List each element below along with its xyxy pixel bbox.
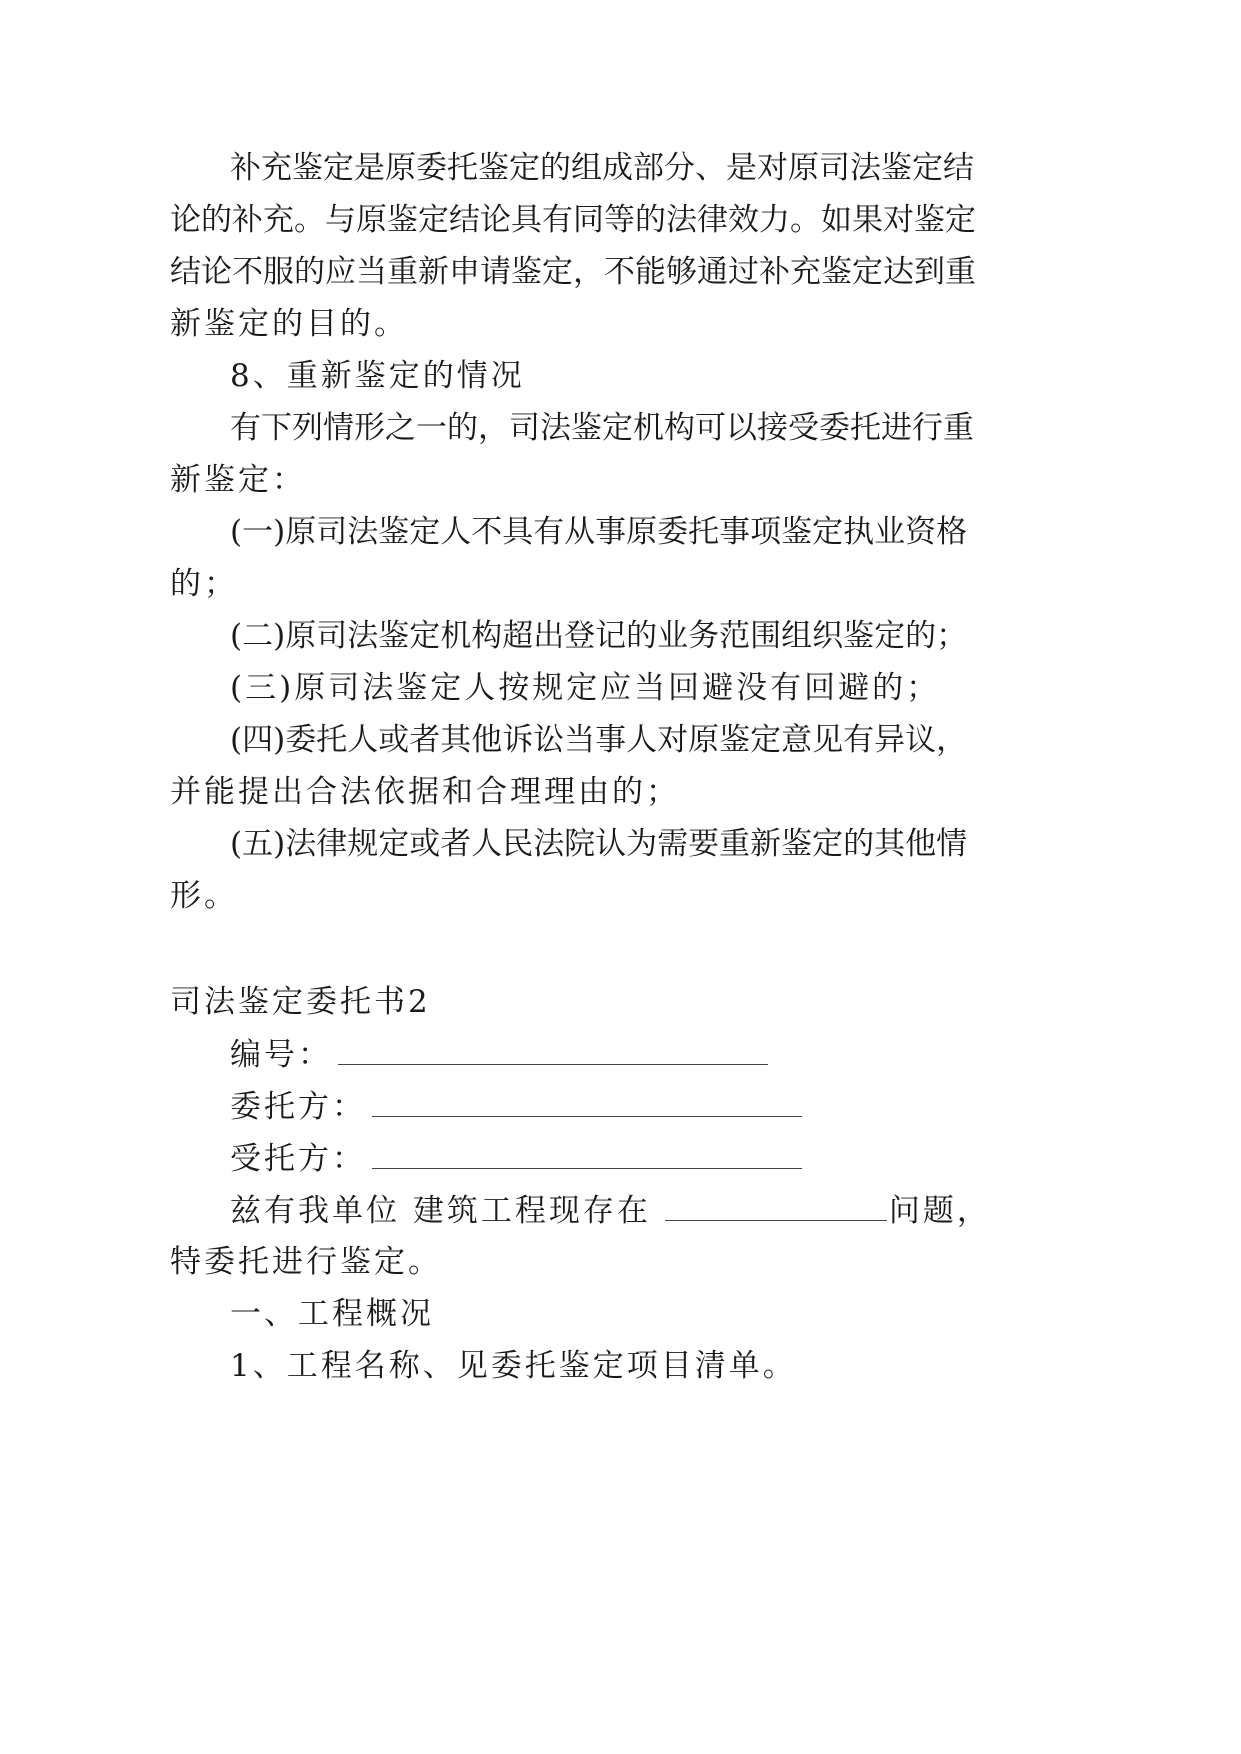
issue-blank [665, 1190, 887, 1221]
section-heading: 8、重新鉴定的情况 [230, 358, 525, 394]
paragraph-line: 有下列情形之一的，司法鉴定机构可以接受委托进行重 [230, 410, 974, 446]
number-label: 编号： [230, 1037, 332, 1073]
issue-prefix: 兹有我单位 建筑工程现存在 [230, 1193, 651, 1229]
client-field-row [230, 1086, 802, 1127]
paragraph-line: 新鉴定的目的。 [170, 306, 408, 342]
list-item: 的； [170, 566, 238, 602]
trustee-label: 受托方： [230, 1141, 366, 1177]
paragraph-line: 1、工程名称、见委托鉴定项目清单。 [230, 1348, 797, 1384]
number-field-row [230, 1034, 768, 1075]
issue-line [230, 1190, 991, 1231]
list-item: 形。 [170, 878, 238, 914]
list-item: (五)法律规定或者人民法院认为需要重新鉴定的其他情 [230, 826, 968, 862]
trustee-field-row [230, 1138, 802, 1179]
client-label: 委托方： [230, 1089, 366, 1125]
list-item: 并能提出合法依据和合理理由的； [170, 774, 680, 810]
issue-suffix: 问题， [888, 1193, 991, 1229]
section-heading: 一、工程概况 [230, 1296, 434, 1332]
document-title: 司法鉴定委托书2 [170, 984, 431, 1020]
paragraph-line: 特委托进行鉴定。 [170, 1244, 442, 1280]
paragraph-line: 补充鉴定是原委托鉴定的组成部分、是对原司法鉴定结 [230, 150, 974, 186]
list-item: (三)原司法鉴定人按规定应当回避没有回避的； [230, 670, 941, 706]
paragraph-line: 论的补充。与原鉴定结论具有同等的法律效力。如果对鉴定 [170, 202, 976, 238]
trustee-blank [372, 1138, 802, 1169]
list-item: (四)委托人或者其他诉讼当事人对原鉴定意见有异议， [230, 722, 968, 758]
paragraph-line: 结论不服的应当重新申请鉴定，不能够通过补充鉴定达到重 [170, 254, 976, 290]
paragraph-line: 新鉴定： [170, 462, 306, 498]
client-blank [372, 1086, 802, 1117]
list-item: (二)原司法鉴定机构超出登记的业务范围组织鉴定的； [230, 618, 968, 654]
number-blank [338, 1034, 768, 1065]
list-item: (一)原司法鉴定人不具有从事原委托事项鉴定执业资格 [230, 514, 968, 550]
